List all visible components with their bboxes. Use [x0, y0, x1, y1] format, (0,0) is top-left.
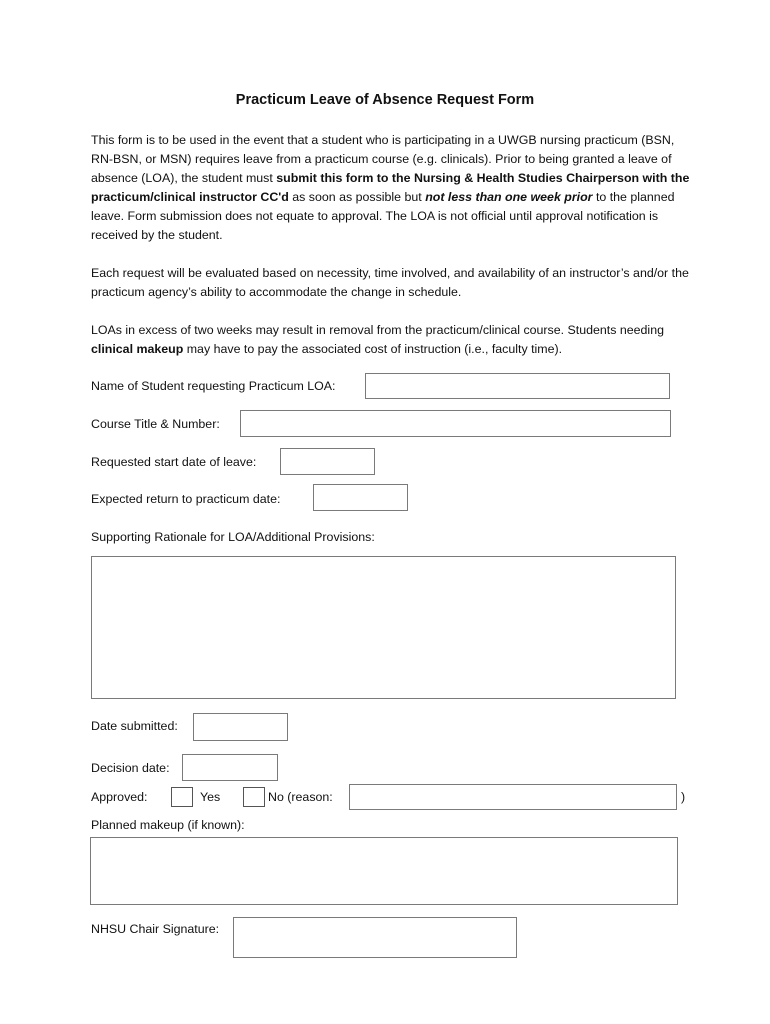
intro-text-2: as soon as possible but: [288, 190, 426, 204]
makeup-label: Planned makeup (if known):: [91, 818, 245, 832]
loa-bold-makeup: clinical makeup: [91, 342, 184, 356]
student-name-input[interactable]: [365, 373, 670, 399]
evaluation-paragraph: Each request will be evaluated based on necessity, time involved, and availability of an instructor’s and/or the practicum agency’s ability to accommodate the change in schedule.: [91, 266, 689, 299]
return-date-input[interactable]: [313, 484, 408, 511]
start-date-input[interactable]: [280, 448, 375, 475]
return-date-label: Expected return to practicum date:: [91, 492, 281, 506]
course-label: Course Title & Number:: [91, 417, 220, 431]
approved-no-label: No (reason:: [268, 790, 333, 804]
signature-label: NHSU Chair Signature:: [91, 922, 220, 936]
loa-text-1: LOAs in excess of two weeks may result in removal from the practicum/clinical course. Students needing: [91, 323, 664, 337]
rationale-textarea[interactable]: [91, 556, 676, 699]
makeup-textarea[interactable]: [90, 837, 678, 905]
intro-bold-italic-deadline: not less than one week prior: [425, 190, 593, 204]
intro-text-1: This form is to be used in the event that a student who is participating in a UWGB nursing practicum (BSN, RN-BSN, or MSN) requires leave from a practicum course (e.g. clinicals). Prior to being granted a leave of absence (LOA), the student must: [91, 133, 675, 185]
form-title: Practicum Leave of Absence Request Form: [235, 92, 535, 108]
start-date-label: Requested start date of leave:: [91, 455, 257, 469]
date-submitted-label: Date submitted:: [91, 719, 178, 733]
student-name-label: Name of Student requesting Practicum LOA:: [91, 379, 336, 393]
reason-input[interactable]: [349, 784, 677, 810]
date-submitted-input[interactable]: [193, 713, 288, 741]
intro-paragraph: [91, 131, 691, 245]
intro-bold-submission: submit this form to the Nursing & Health Studies Chairperson with the practicum/clinical instructor CC'd: [91, 171, 690, 204]
approved-yes-checkbox[interactable]: [171, 787, 193, 807]
course-input[interactable]: [240, 410, 671, 437]
decision-date-label: Decision date:: [91, 761, 170, 775]
decision-date-input[interactable]: [182, 754, 278, 781]
loa-text-2: may have to pay the associated cost of instruction (i.e., faculty time).: [183, 342, 563, 356]
approved-no-checkbox[interactable]: [243, 787, 265, 807]
rationale-label: Supporting Rationale for LOA/Additional Provisions:: [91, 530, 375, 544]
approved-yes-label: Yes: [200, 790, 221, 804]
loa-paragraph: [91, 321, 691, 359]
approved-label: Approved:: [91, 790, 148, 804]
intro-text-3: to the planned leave. Form submission does not equate to approval. The LOA is not official until approval notification is received by the student.: [91, 190, 675, 242]
signature-input[interactable]: [233, 917, 517, 958]
reason-close-paren: ): [681, 790, 686, 804]
